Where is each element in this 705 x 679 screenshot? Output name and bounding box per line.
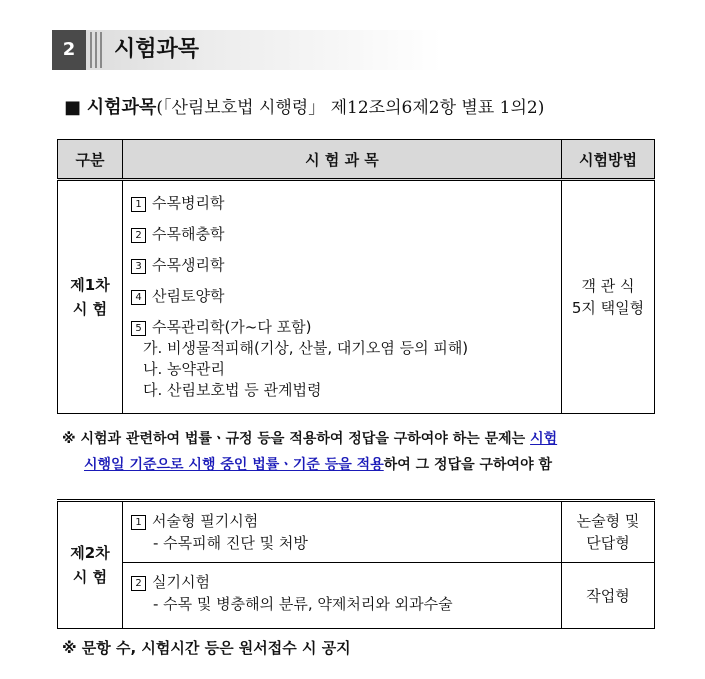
subtitle	[64, 96, 544, 120]
number-box: 4	[131, 290, 146, 305]
exam-category	[58, 501, 123, 629]
header-category: 구분	[58, 140, 123, 180]
method-line: 논술형 및	[576, 512, 640, 530]
note-text: 하여 그 정답을 구하여야 함	[383, 457, 552, 473]
number-box: 3	[131, 259, 146, 274]
category-line: 시 험	[72, 568, 108, 586]
subject-item	[131, 255, 561, 276]
sub-item: 나. 농약관리	[143, 360, 225, 378]
square-bullet-icon: ■	[64, 97, 82, 118]
method-line: 객 관 식	[581, 277, 635, 295]
header-method: 시험방법	[562, 140, 655, 180]
table-row	[58, 180, 655, 414]
subject-list	[123, 180, 562, 414]
note-emphasis: 시행일 기준으로 시행 중인 법률ㆍ기준 등을 적용	[84, 457, 384, 473]
method-line: 작업형	[586, 586, 630, 605]
number-box: 2	[131, 228, 146, 243]
exam-method	[562, 180, 655, 414]
note-line	[62, 452, 662, 478]
category-line: 제1차	[70, 276, 110, 294]
exam-method	[562, 563, 655, 629]
exam-item	[123, 501, 562, 563]
category-line: 시 험	[72, 300, 108, 318]
method-line: 단답형	[586, 534, 630, 552]
sub-item: 다. 산림보호법 등 관계법령	[143, 381, 322, 399]
header-subjects: 시 험 과 목	[123, 140, 562, 180]
sub-item: 가. 비생물적피해(기상, 산불, 대기오염 등의 피해)	[143, 339, 469, 357]
subject-name: 수목해충학	[152, 225, 225, 243]
section-header	[52, 30, 442, 70]
note-emphasis: 시험	[530, 431, 558, 447]
number-box: 1	[131, 197, 146, 212]
exam-item-name: 실기시험	[152, 573, 210, 591]
table-row	[58, 563, 655, 629]
category-line: 제2차	[70, 544, 110, 562]
subtitle-reference: (「산림보호법 시행령」 제12조의6제2항 별표 1의2)	[156, 98, 545, 118]
note-text: ※ 시험과 관련하여 법률ㆍ규정 등을 적용하여 정답을 구하여야 하는 문제는	[62, 431, 531, 447]
subject-name: 수목병리학	[152, 194, 225, 212]
second-exam-table	[57, 499, 655, 629]
number-box: 1	[131, 515, 146, 530]
announcement-note: ※ 문항 수, 시험시간 등은 원서접수 시 공지	[62, 639, 351, 657]
subtitle-title: 시험과목	[86, 97, 157, 118]
subject-item	[131, 224, 561, 245]
subject-name: 수목생리학	[152, 256, 225, 274]
section-title: 시험과목	[114, 37, 200, 62]
number-box: 5	[131, 321, 146, 336]
note-line	[62, 426, 662, 452]
exam-item-detail: - 수목피해 진단 및 처방	[153, 534, 308, 552]
exam-item-detail: - 수목 및 병충해의 분류, 약제처리와 외과수술	[153, 595, 453, 613]
first-exam-table	[57, 139, 655, 414]
exam-category	[58, 180, 123, 414]
method-line: 5지 택일형	[571, 299, 645, 317]
subject-name: 산림토양학	[152, 287, 225, 305]
section-divider-bars	[90, 30, 104, 70]
exam-item-name: 서술형 필기시험	[152, 512, 259, 530]
table-row	[58, 501, 655, 563]
subject-item	[131, 317, 561, 401]
exam-method	[562, 501, 655, 563]
section-number: 2	[52, 30, 86, 70]
subject-name: 수목관리학(가~다 포함)	[152, 318, 312, 336]
number-box: 2	[131, 576, 146, 591]
table-header-row	[58, 140, 655, 180]
exam-item	[123, 563, 562, 629]
subject-item	[131, 193, 561, 214]
law-application-note	[62, 426, 662, 478]
subject-item	[131, 286, 561, 307]
